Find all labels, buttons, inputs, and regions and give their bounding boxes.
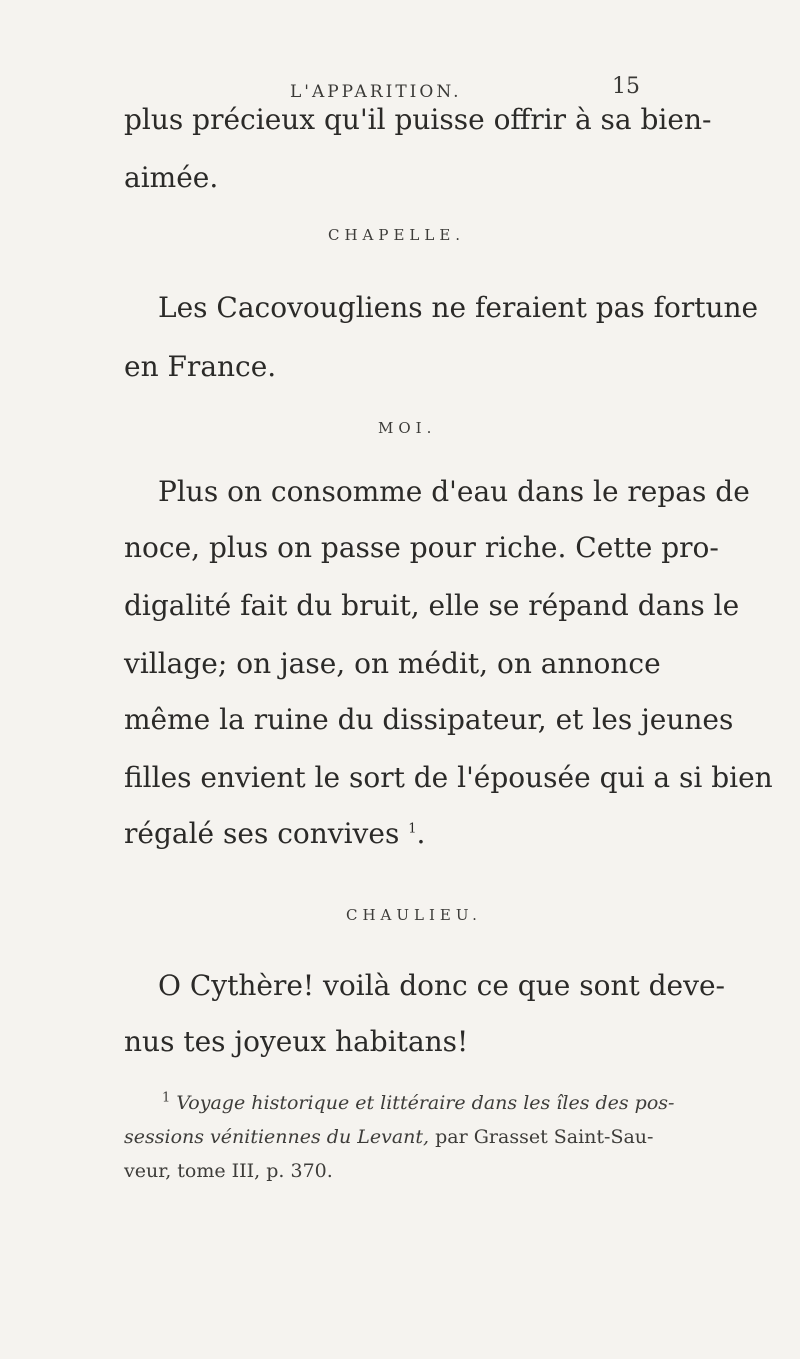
- footnote-line-2: [124, 1126, 653, 1148]
- running-title: L'APPARITION.: [290, 82, 462, 102]
- passage-3-line-7-text: régalé ses convives: [124, 817, 400, 850]
- passage-4-line-1: O Cythère! voilà donc ce que sont deve-: [158, 969, 725, 1002]
- footnote-line-2-rest: par Grasset Saint-Sau-: [429, 1126, 654, 1148]
- footnote-reference: 1: [408, 821, 417, 837]
- passage-1-line-1: plus précieux qu'il puisse offrir à sa bien-: [124, 103, 712, 136]
- speaker-chapelle: CHAPELLE.: [328, 226, 466, 244]
- footnote-line-3: veur, tome III, p. 370.: [124, 1160, 333, 1182]
- footnote-title-part-2: sessions vénitiennes du Levant,: [124, 1126, 430, 1148]
- speaker-moi: MOI.: [378, 419, 437, 437]
- passage-2-line-2: en France.: [124, 350, 277, 383]
- passage-2-line-1: Les Cacovougliens ne feraient pas fortune: [158, 291, 759, 324]
- passage-3-line-7: [124, 818, 425, 850]
- passage-3-line-7-end: .: [416, 817, 426, 850]
- page-number: 15: [612, 74, 640, 99]
- passage-3-line-6: filles envient le sort de l'épousée qui a si bien: [124, 761, 773, 794]
- passage-1-line-2: aimée.: [124, 161, 219, 194]
- passage-3-line-5: même la ruine du dissipateur, et les jeunes: [124, 703, 734, 736]
- passage-3-line-4: village; on jase, on médit, on annonce: [124, 647, 661, 680]
- passage-3-line-1: Plus on consomme d'eau dans le repas de: [158, 475, 750, 508]
- passage-3-line-3: digalité fait du bruit, elle se répand dans le: [124, 589, 740, 622]
- footnote-line-1: [162, 1092, 674, 1114]
- footnote-title-part-1: Voyage historique et littéraire dans les îles des pos-: [176, 1092, 675, 1114]
- passage-3-line-2: noce, plus on passe pour riche. Cette pro-: [124, 531, 719, 564]
- speaker-chaulieu: CHAULIEU.: [346, 906, 482, 924]
- footnote-marker: 1: [162, 1090, 171, 1106]
- passage-4-line-2: nus tes joyeux habitans!: [124, 1025, 469, 1058]
